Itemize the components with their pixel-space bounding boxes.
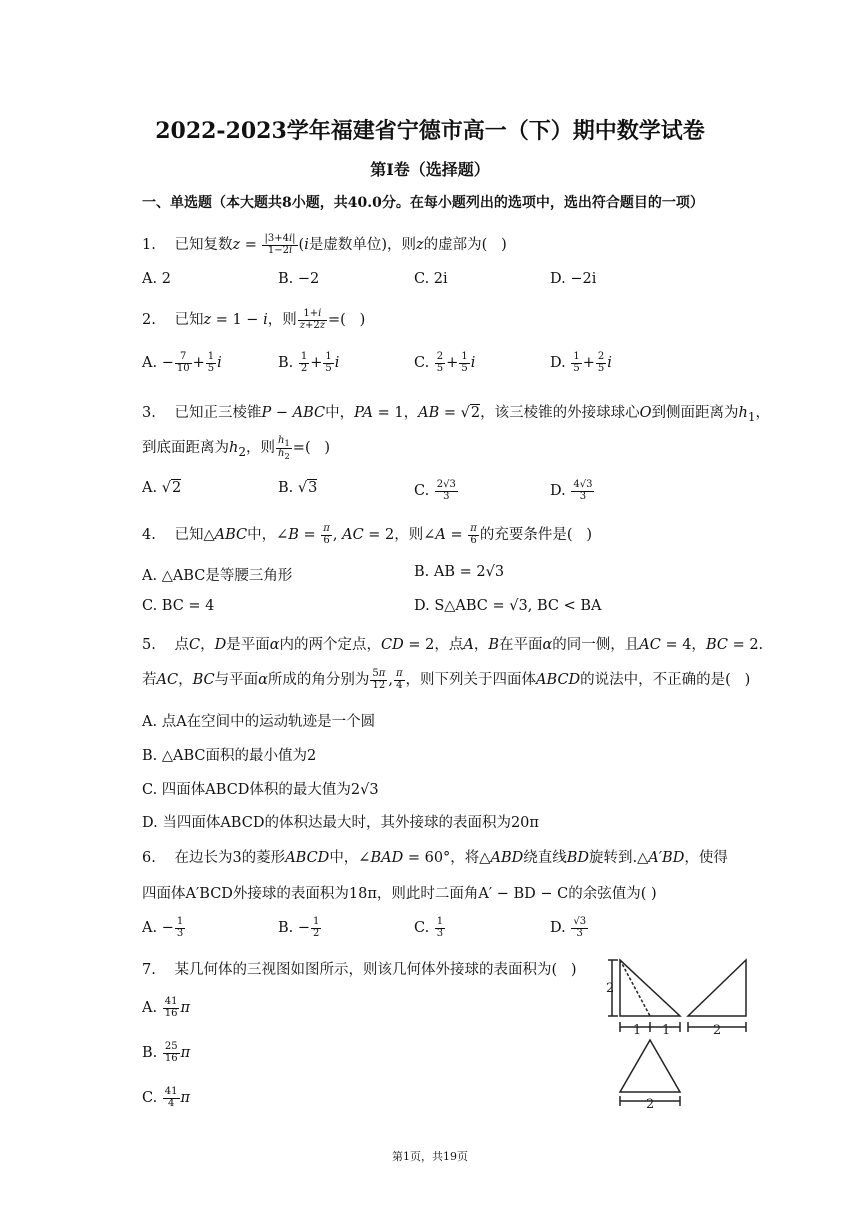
q6-option-c: C. $\frac{1}{3}$ bbox=[414, 916, 444, 939]
q5-option-a: A. 点A在空间中的运动轨迹是一个圆 bbox=[142, 714, 376, 730]
q5-option-c: C. 四面体ABCD体积的最大值为2√3 bbox=[142, 782, 379, 798]
q6-option-a: A. − $\frac{1}{3}$ bbox=[142, 916, 184, 939]
left-segment-label: 1 bbox=[633, 1023, 642, 1038]
top-view-triangle bbox=[620, 1040, 680, 1092]
q2-option-b: B. $\frac{1}{2}$ + $\frac{1}{5}$ i bbox=[278, 351, 340, 374]
q5-option-b: B. △ABC面积的最小值为2 bbox=[142, 748, 317, 764]
question-7 bbox=[142, 958, 577, 979]
q7-option-c: C. $\frac{41}{4}$ π bbox=[142, 1086, 191, 1109]
question-number: 7. bbox=[142, 962, 156, 978]
question-1: 1. 已知复数z = $\frac{|3+4i|}{1-2i}$ (i是虚数单位)，则z的虚部为( ) bbox=[142, 233, 507, 256]
q1-option-b: B. −2 bbox=[278, 271, 320, 287]
q1-option-d: D. −2i bbox=[550, 271, 597, 287]
side-view-triangle bbox=[688, 960, 746, 1016]
q7-option-a: A. $\frac{41}{16}$ π bbox=[142, 996, 190, 1019]
question-number: 5. bbox=[142, 637, 156, 653]
question-5-line-1: 5. 点C，D是平面α内的两个定点，CD = 2，点A，B在平面α的同一侧，且AC = 4，BC = 2. bbox=[142, 637, 764, 653]
question-4: 4. 已知△ABC中，∠B = $\frac{\pi}{6}$ , AC = 2，则∠A = $\frac{\pi}{6}$ 的充要条件是( ) bbox=[142, 523, 593, 546]
question-2: 2. 已知z = 1 − i，则 $\frac{1+i}{z+2z̄}$ =( ) bbox=[142, 308, 366, 331]
question-5-line-2: 若AC，BC与平面α所成的角分别为 $\frac{5\pi}{12}$ , $\frac{\pi}{4}$ ，则下列关于四面体ABCD的说法中，不正确的是( ) bbox=[142, 668, 751, 691]
question-6-line-2: 四面体A′BCD外接球的表面积为18π，则此时二面角A′ − BD − C的余弦值为( ) bbox=[142, 886, 657, 902]
q3-option-c: C. $\frac{2√3}{3}$ bbox=[414, 479, 456, 502]
q1-option-a: A. 2 bbox=[142, 271, 171, 287]
page-footer: 第1页，共19页 bbox=[392, 1150, 468, 1163]
q6-option-b: B. − $\frac{1}{2}$ bbox=[278, 916, 320, 939]
q6-option-d: D. $\frac{√3}{3}$ bbox=[550, 916, 587, 939]
question-3-line-1: 3. 已知正三棱锥P − ABC中，PA = 1，AB = √2，该三棱锥的外接球球心O到侧面距离为$h_1$， bbox=[142, 405, 770, 424]
q3-option-d: D. $\frac{4√3}{3}$ bbox=[550, 479, 593, 502]
section-instruction: 一、单选题（本大题共8小题，共40.0分。在每小题列出的选项中，选出符合题目的一项） bbox=[142, 195, 704, 211]
right-segment-label: 1 bbox=[662, 1023, 671, 1038]
page-title: 2022-2023学年福建省宁德市高一（下）期中数学试卷 bbox=[155, 118, 705, 144]
front-view-hidden-line bbox=[620, 960, 650, 1016]
q1-option-c: C. 2i bbox=[414, 271, 448, 287]
question-number: 3. bbox=[142, 405, 156, 421]
question-6-line-1: 6. 在边长为3的菱形ABCD中，∠BAD = 60°，将△ABD绕直线BD旋转到.△A′BD，使得 bbox=[142, 850, 728, 866]
q2-option-a: A. − $\frac{7}{10}$ + $\frac{1}{5}$ i bbox=[142, 351, 222, 374]
question-3-line-2: 到底面距离为$h_2$，则 $\frac{h_1}{h_2}$ =( ) bbox=[142, 435, 331, 461]
three-view-figure bbox=[604, 954, 754, 1112]
q5-option-d: D. 当四面体ABCD的体积达最大时，其外接球的表面积为20π bbox=[142, 815, 539, 831]
q3-option-a: A. √2 bbox=[142, 480, 182, 496]
q4-option-a: A. △ABC是等腰三角形 bbox=[142, 568, 293, 584]
front-view-triangle bbox=[620, 960, 680, 1016]
question-number: 4. bbox=[142, 527, 156, 543]
q2-option-d: D. $\frac{1}{5}$ + $\frac{2}{5}$ i bbox=[550, 351, 612, 374]
q4-option-b: B. AB = 2√3 bbox=[414, 564, 505, 580]
side-width-label: 2 bbox=[713, 1023, 722, 1038]
q2-option-c: C. $\frac{2}{5}$ + $\frac{1}{5}$ i bbox=[414, 351, 476, 374]
question-number: 1. bbox=[142, 237, 156, 253]
question-number: 2. bbox=[142, 312, 156, 328]
q4-option-d: D. S△ABC = √3, BC < BA bbox=[414, 598, 602, 614]
question-7-text: 某几何体的三视图如图所示，则该几何体外接球的表面积为( ) bbox=[174, 962, 577, 978]
section-heading-volume: 第I卷（选择题） bbox=[370, 160, 490, 179]
q4-option-c: C. BC = 4 bbox=[142, 598, 215, 614]
question-number: 6. bbox=[142, 850, 156, 866]
height-label: 2 bbox=[606, 981, 615, 996]
q7-option-b: B. $\frac{25}{16}$ π bbox=[142, 1041, 191, 1064]
top-width-label: 2 bbox=[646, 1097, 655, 1112]
q3-option-b: B. √3 bbox=[278, 480, 318, 496]
